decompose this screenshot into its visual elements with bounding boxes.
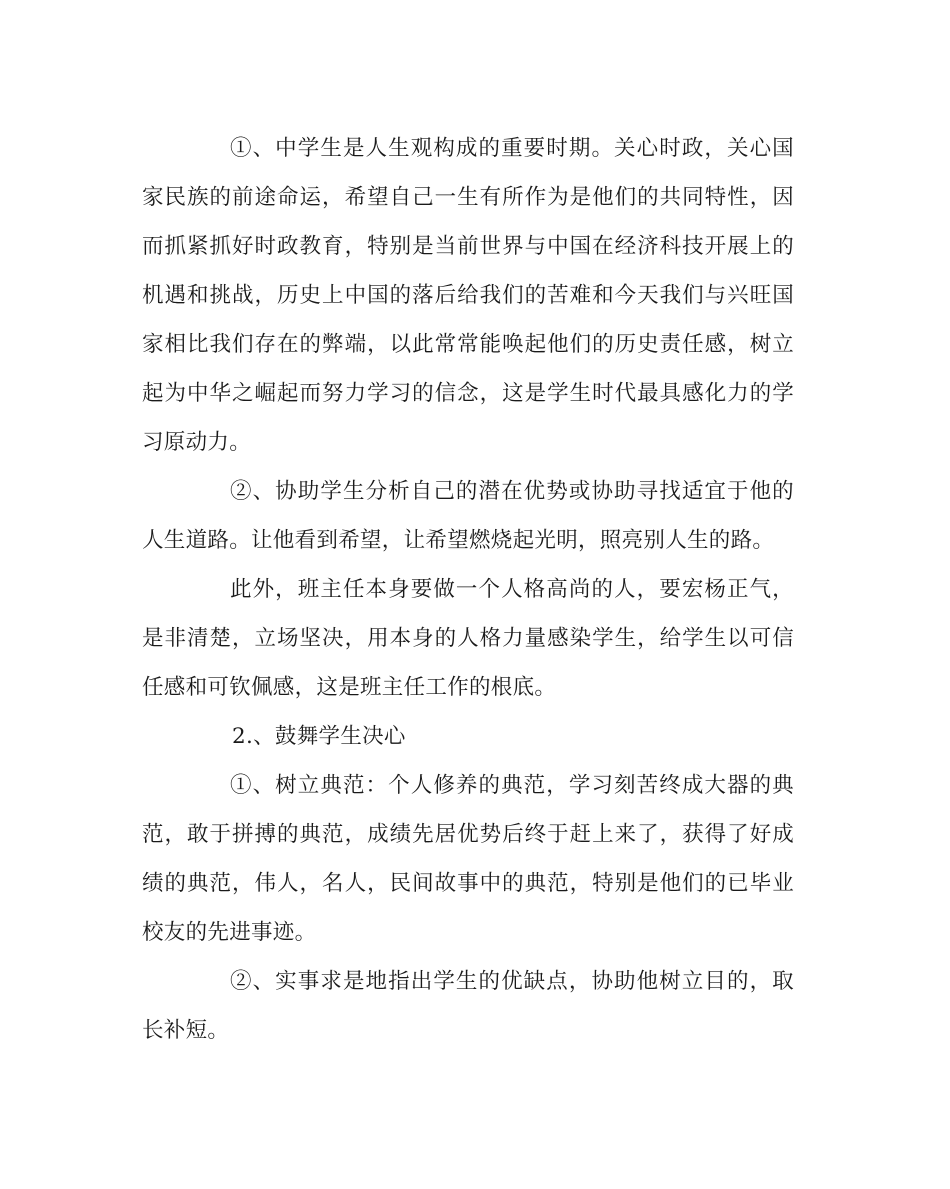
paragraph-teacher-character: 此外，班主任本身要做一个人格高尚的人，要宏杨正气，是非清楚，立场坚决，用本身的人格力量感染学生，给学生以可信任感和可钦佩感，这是班主任工作的根底。 xyxy=(142,577,794,700)
section-heading-encourage-students: 2.、鼓舞学生决心 xyxy=(232,724,406,749)
paragraph-political-education: ①、中学生是人生观构成的重要时期。关心时政，关心国家民族的前途命运，希望自己一生有所作为是他们的共同特性，因而抓紧抓好时政教育，特别是当前世界与中国在经济科技开展上的机遇和挑战，历史上中国的落后给我们的苦难和今天我们与兴旺国家相比我们存在的弊端，以此常常能唤起他们的历史责任感，树立起为中华之崛起而努力学习的信念，这是学生时代最具感化力的学习原动力。 xyxy=(142,136,794,455)
paragraph-analyze-strengths: ②、协助学生分析自己的潜在优势或协助寻找适宜于他的人生道路。让他看到希望，让希望燃烧起光明，照亮别人生的路。 xyxy=(142,479,794,553)
paragraph-role-models: ①、树立典范：个人修养的典范，学习刻苦终成大器的典范，敢于拼搏的典范，成绩先居优势后终于赶上来了，获得了好成绩的典范，伟人，名人，民间故事中的典范，特别是他们的已毕业校友的先进事迹。 xyxy=(142,773,794,945)
document-page xyxy=(142,124,794,1055)
paragraph-strengths-weaknesses: ②、实事求是地指出学生的优缺点，协助他树立目的，取长补短。 xyxy=(142,969,794,1043)
